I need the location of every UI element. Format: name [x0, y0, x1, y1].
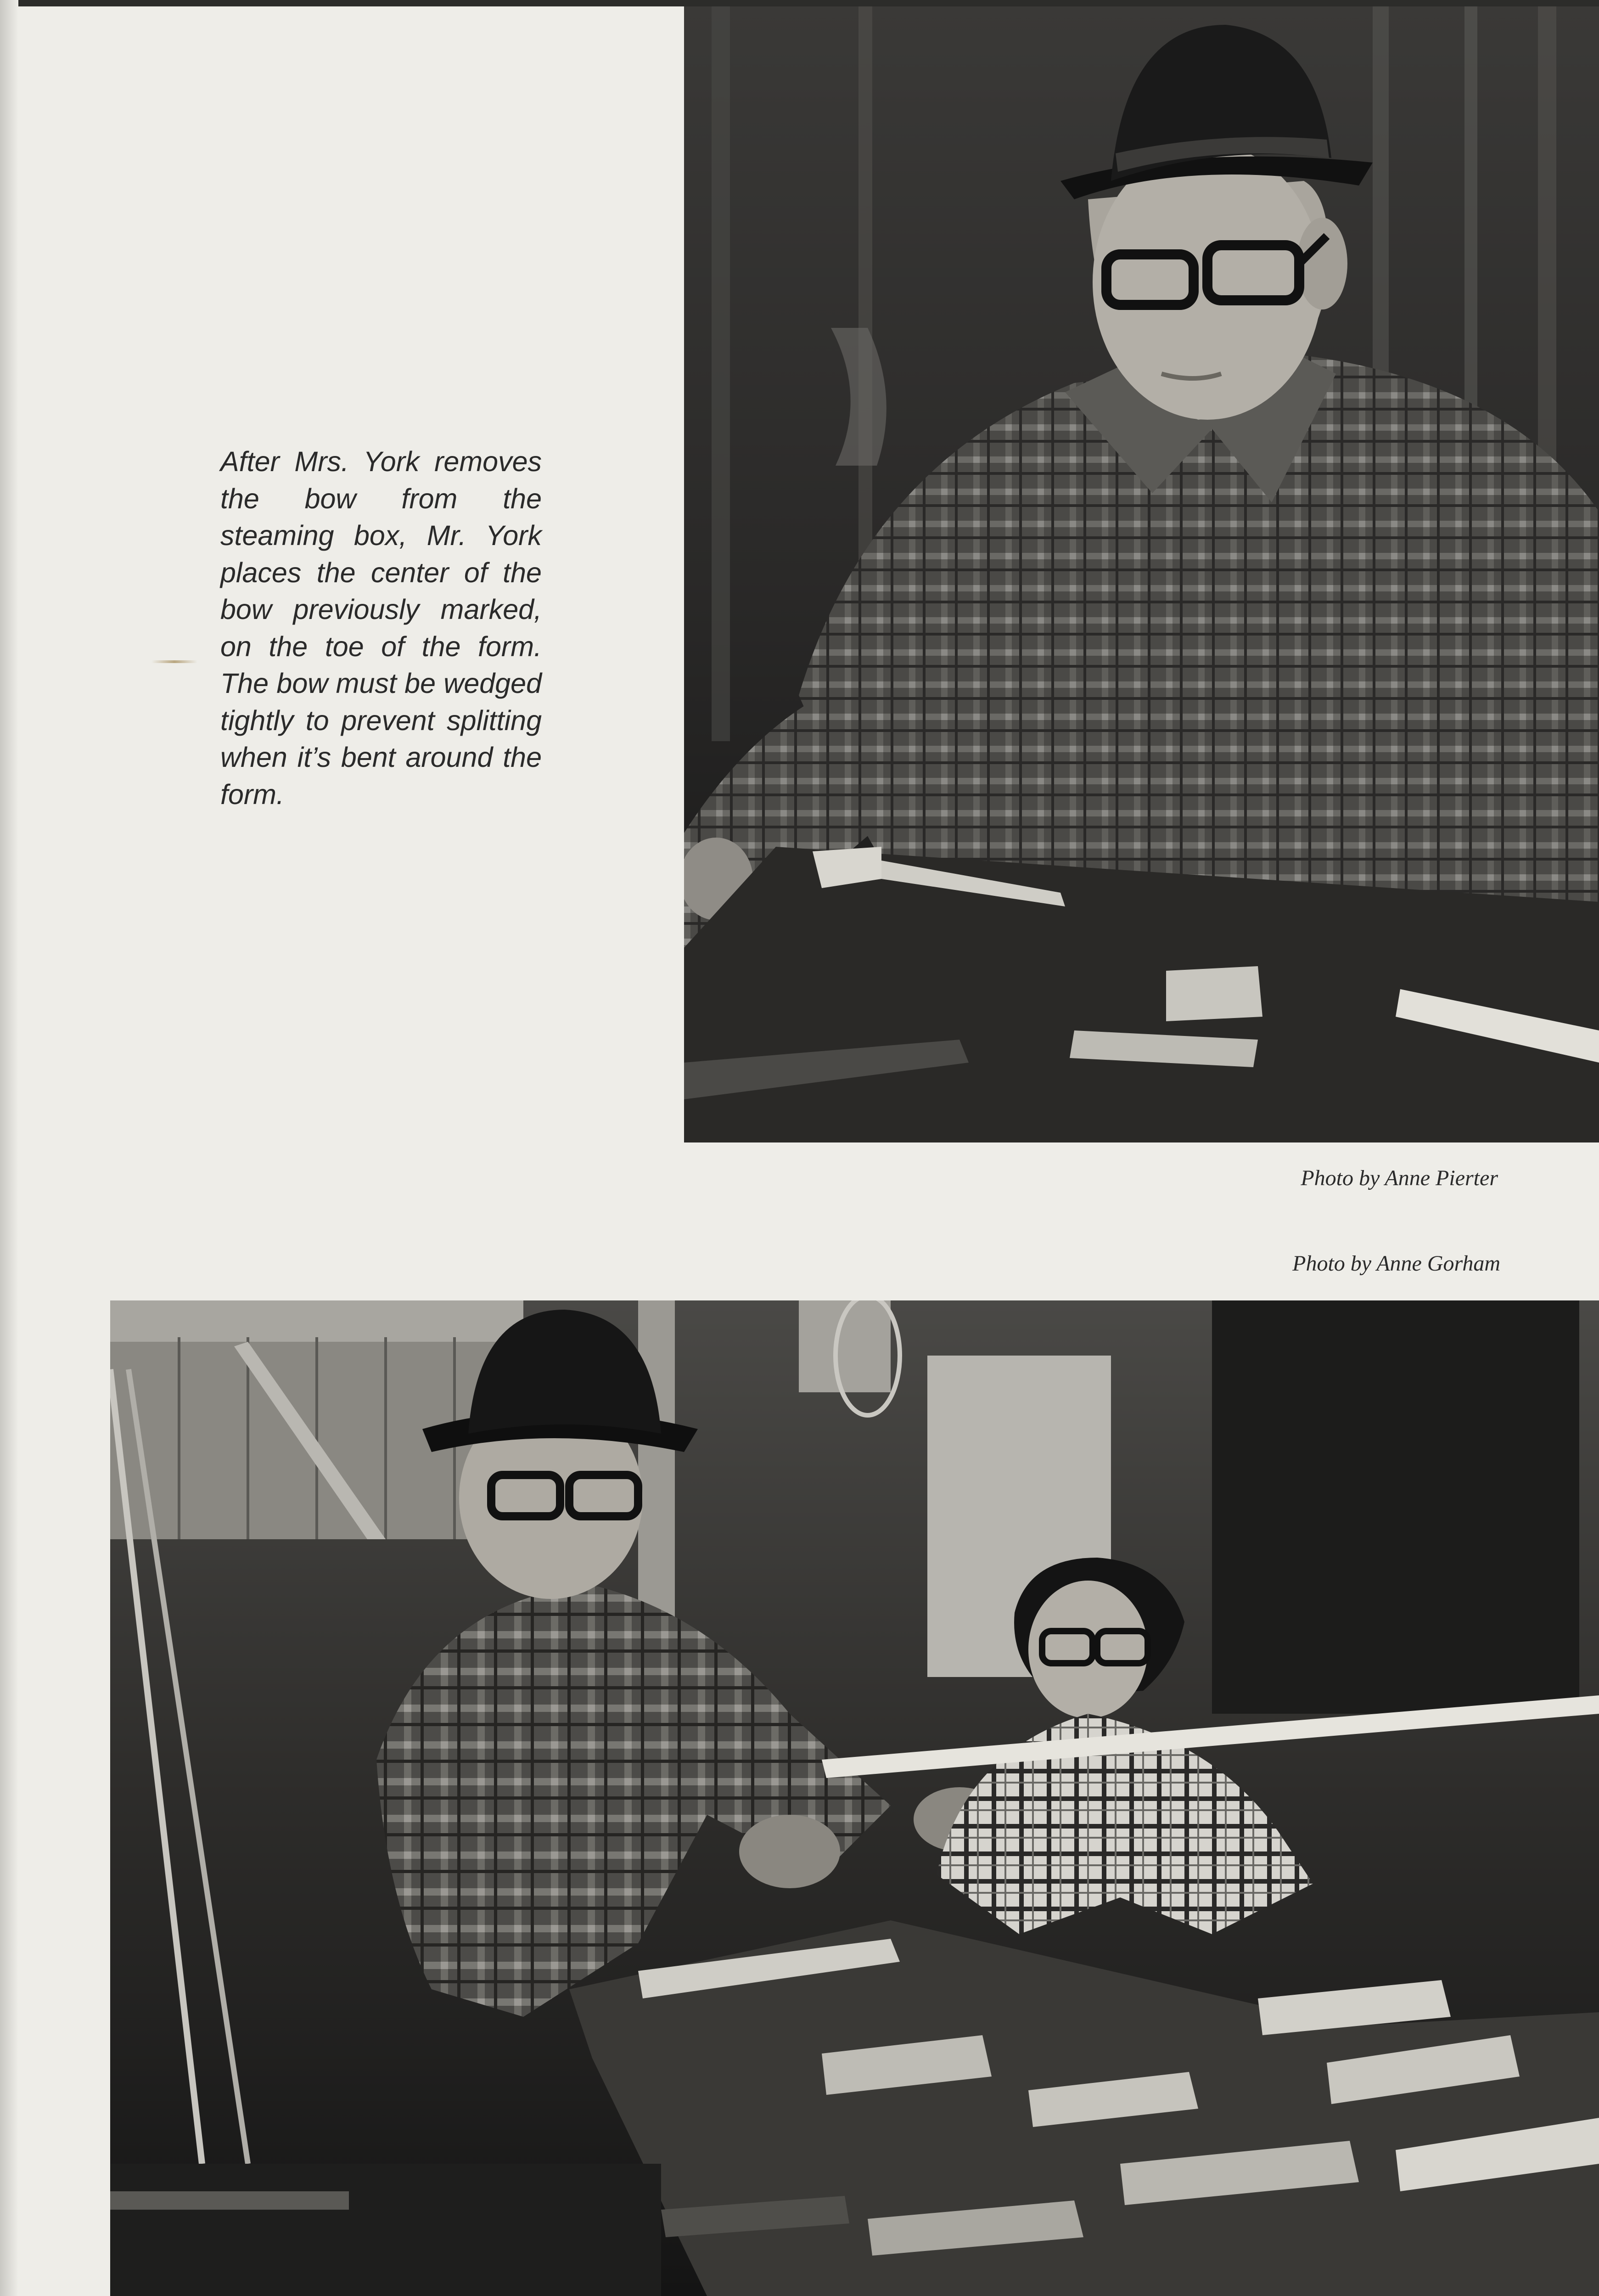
photo-caption: After Mrs. York removes the bow from the steaming box, Mr. York places the center of the bow previously marked, on the toe of the form. The bow must be wedged tightly to prevent splitting when it’s bent around the form. — [220, 446, 542, 810]
page-binding-shadow — [0, 0, 18, 2296]
photo-credit-top: Photo by Anne Pierter — [1301, 1166, 1498, 1190]
photo-man-at-form — [684, 6, 1599, 1142]
photo-york-couple-bending-bow — [110, 1300, 1599, 2296]
photo-credit-bottom: Photo by Anne Gorham — [1292, 1251, 1500, 1276]
margin-mark — [151, 660, 197, 663]
page-top-edge — [0, 0, 1599, 6]
